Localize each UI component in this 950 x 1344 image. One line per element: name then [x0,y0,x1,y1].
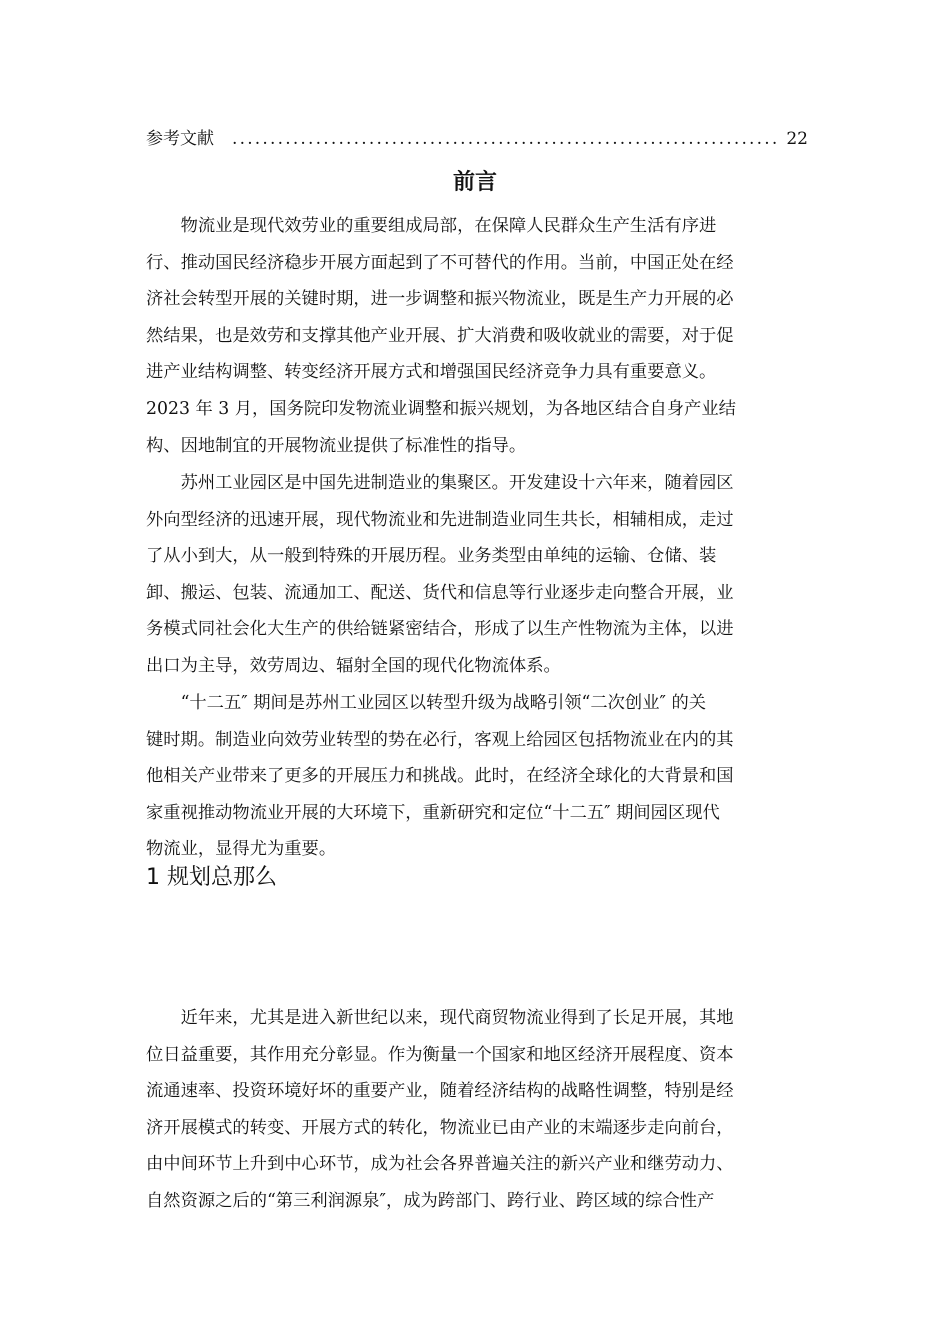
text-line: 了从小到大，从一般到特殊的开展历程。业务类型由单纯的运输、仓储、装 [146,546,717,567]
text-line: 物流业是现代效劳业的重要组成局部，在保障人民群众生产生活有序进 [146,216,717,236]
text-line: “十二五″ 期间是苏州工业园区以转型升级为战略引领“二次创业″ 的关 [146,693,707,713]
text-line: 构、因地制宜的开展物流业提供了标准性的指导。 [146,435,527,456]
text-line: 济开展模式的转变、开展方式的转化，物流业已由产业的末端逐步走向前台， [146,1117,734,1138]
text-line: 键时期。制造业向效劳业转型的势在必行，客观上给园区包括物流业在内的其 [146,729,734,750]
text-line: 务模式同社会化大生产的供给链紧密结合，形成了以生产性物流为主体，以进 [146,619,734,640]
text-line: 行、推动国民经济稳步开展方面起到了不可替代的作用。当前，中国正处在经 [146,252,734,273]
toc-entry-label: 参考文献 [146,126,214,152]
text-line: 位日益重要，其作用充分彰显。作为衡量一个国家和地区经济开展程度、资本 [146,1044,734,1065]
text-line: 进产业结构调整、转变经济开展方式和增强国民经济竞争力具有重要意义。 [146,362,717,383]
text-line: 流通速率、投资环境好坏的重要产业，随着经济结构的战略性调整，特别是经 [146,1081,734,1102]
preface-title: 前言 [452,170,497,195]
text-line: 近年来，尤其是进入新世纪以来，现代商贸物流业得到了长足开展，其地 [146,1008,734,1028]
preface-paragraph-2 [146,465,808,685]
text-line: 苏州工业园区是中国先进制造业的集聚区。开发建设十六年来，随着园区 [146,473,734,493]
text-line: 由中间环节上升到中心环节，成为社会各界普遍关注的新兴产业和继劳动力、 [146,1154,734,1175]
text-line: 济社会转型开展的关键时期，进一步调整和振兴物流业，既是生产力开展的必 [146,289,734,310]
text-line: 他相关产业带来了更多的开展压力和挑战。此时，在经济全球化的大背景和国 [146,766,734,787]
section-1-paragraph [146,1000,808,1220]
text-line: 物流业，显得尤为重要。 [146,839,337,860]
text-line: 自然资源之后的“第三利润源泉″，成为跨部门、跨行业、跨区域的综合性产 [146,1190,715,1211]
text-line: 家重视推动物流业开展的大环境下，重新研究和定位“十二五″ 期间园区现代 [146,802,720,823]
preface-paragraph-3 [146,685,808,868]
text-line: 然结果，也是效劳和支撑其他产业开展、扩大消费和吸收就业的需要，对于促 [146,325,734,346]
text-line: 卸、搬运、包装、流通加工、配送、货代和信息等行业逐步走向整合开展，业 [146,582,734,603]
toc-entry-references[interactable] [146,126,808,152]
preface-paragraph-1 [146,208,808,464]
text-line: 出口为主导，效劳周边、辐射全国的现代化物流体系。 [146,655,561,676]
section-heading: 1 规划总那么 [146,865,277,890]
text-line: 外向型经济的迅速开展，现代物流业和先进制造业同生共长，相辅相成，走过 [146,509,734,530]
toc-page-number: 22 [786,126,808,152]
text-line: 2023 年 3 月，国务院印发物流业调整和振兴规划，为各地区结合自身产业结 [146,398,736,419]
toc-leader-dots: ........................................................................ [232,129,780,149]
